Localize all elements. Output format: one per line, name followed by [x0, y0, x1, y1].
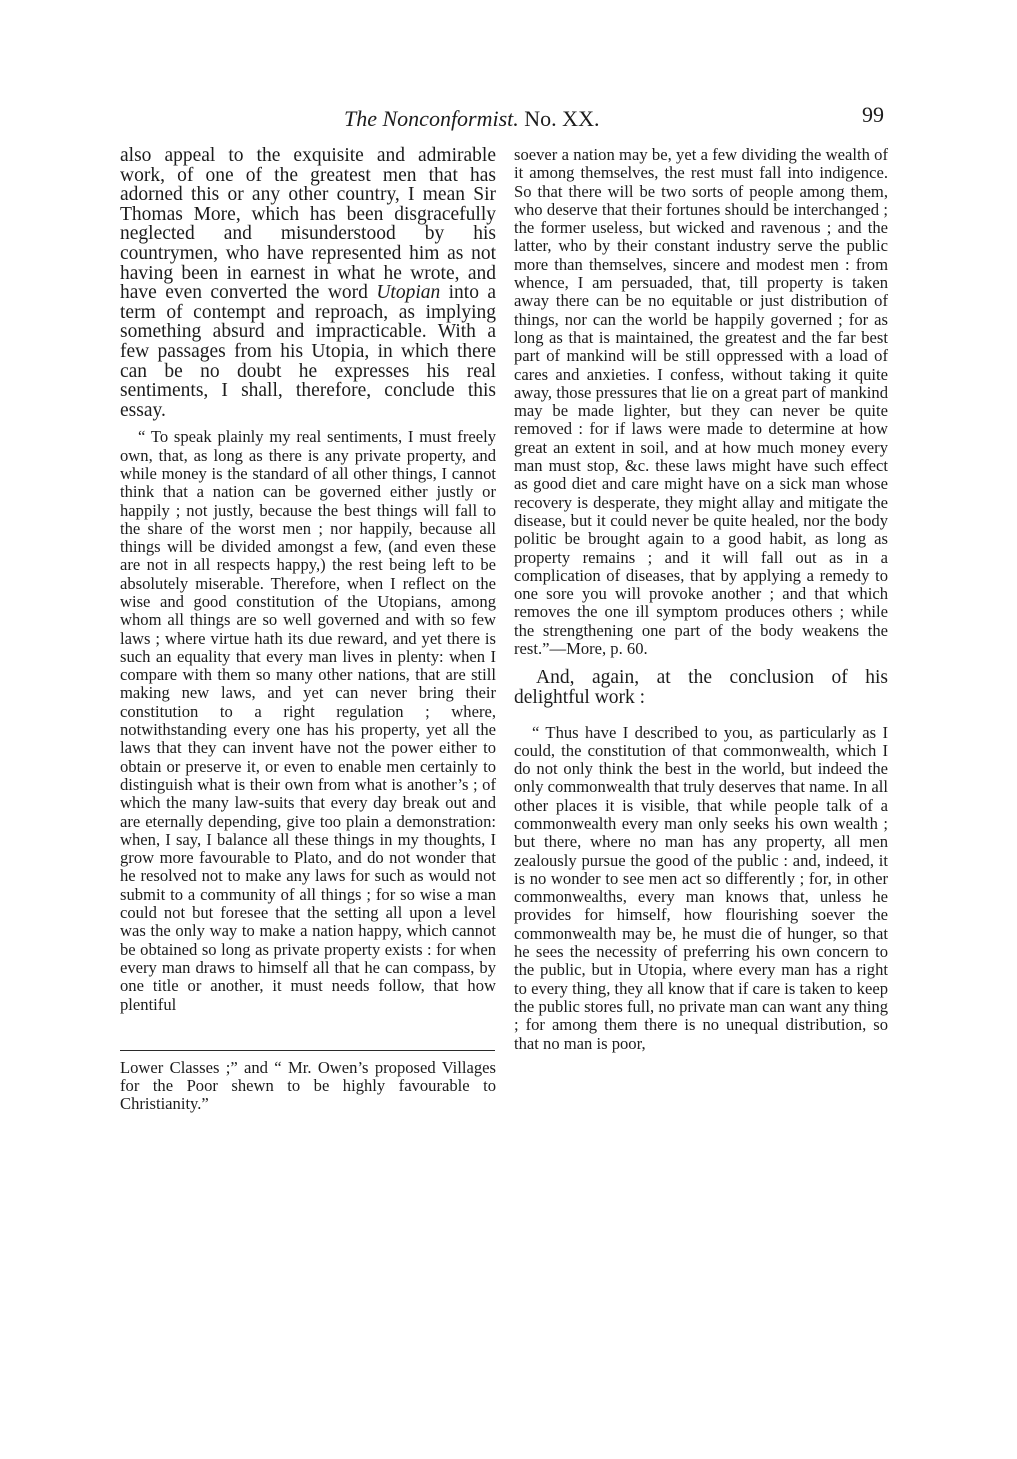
issue-number: No. XX.	[524, 106, 600, 131]
lead-term-utopian: Utopian	[376, 282, 441, 304]
closing-quotation: “ Thus have I described to you, as particularly as I could, the constitution of that commonwealth, which I do not only think the best in the world, but indeed the only commonwealth that truly deserves that name. In all other places it is visible, that while people talk of a commonwealth every man only seeks his own wealth ; but there, where no man has any property, all men zealously pursue the good of the public : and, indeed, it is no wonder to see men act so differently ; for, in other commonwealths, every man knows that, unless he provides for himself, how flourishing soever the commonwealth may be, he must die of hunger, so that he sees the necessity of preferring his own concern to the public, but in Utopia, where every man has a right to every thing, they all know that if care is taken to keep the public stores full, no private man can want any thing ; for among them there is no unequal distribution, so that no man is poor,	[514, 722, 888, 1053]
header-title	[344, 106, 599, 132]
lead-text-part1: also appeal to the exquisite and admirable work, of one of the greatest men that has adorned this or any other country, I mean Sir Thomas More, which has been disgracefully neglected and misunderstood by his countrymen, who have represented him as not having been in earnest in what he wrote, and have even converted the word	[120, 145, 496, 304]
publication-title: The Nonconformist.	[344, 106, 519, 131]
page-number: 99	[862, 102, 884, 127]
running-head	[0, 100, 1017, 140]
footnote-rule	[120, 1050, 495, 1051]
footnote: Lower Classes ;” and “ Mr. Owen’s proposed Villages for the Poor shewn to be highly favourable to Christianity.”	[120, 1057, 496, 1114]
left-column	[120, 146, 496, 1114]
right-column	[514, 146, 888, 1053]
more-quotation: “ To speak plainly my real sentiments, I must freely own, that, as long as there is any private property, and while money is the standard of all other things, I cannot think that a nation can be governed either justly or happily ; not justly, because the best things will fall to the share of the worst men ; nor happily, because all things will be divided amongst a few, (and even these are not in all respects happy,) the rest being left to be absolutely miserable. Therefore, when I reflect on the wise and good constitution of the Utopians, among whom all things are so well governed and with so few laws ; where virtue hath its due reward, and yet there is such an equality that every man lives in plenty: when I compare with them so many other nations, that are still making new laws, and yet can never bring their constitution to a right regulation ; where, notwithstanding every one has his property, yet all the laws that they can invent have not the power either to obtain or preserve it, or even to enable men certainly to distinguish what is their own from what is another’s ; of which the many law-suits that every day break out and are eternally depending, give too plain a demonstration: when, I say, I balance all these things in my thoughts, I grow more favourable to Plato, and do not wonder that he resolved not to make any laws for such as would not submit to a community of all things ; for so wise a man could not but foresee that the setting all upon a level was the only way to make a nation happy, which cannot be obtained so long as private property exists : for when every man draws to himself all that he can compass, by one title or another, it must needs follow, that how plentiful	[120, 427, 496, 1014]
narration-paragraph: And, again, at the conclusion of his delightful work :	[514, 667, 888, 708]
lead-text-part2: into a term of contempt and reproach, as implying something absurd and impracticable. With a few passages from his Utopia, in which there can be no doubt he expresses his real sentiments, I shall, therefore, conclude this essay.	[120, 282, 496, 421]
quotation-continued: soever a nation may be, yet a few dividing the wealth of it among themselves, the rest must fall into indigence. So that there will be two sorts of people among them, who deserve that their fortunes should be interchanged ; the former useless, but wicked and ravenous ; and the latter, who by their constant industry serve the public more than themselves, sincere and modest men : from whence, I am persuaded, that, till property is taken away there can be no equitable or just distribution of things, nor can the world be happily governed ; for as long as that is maintained, the greatest and the far best part of mankind will be still oppressed with a load of cares and anxieties. I confess, without taking it quite away, those pressures that lie on a great part of mankind may be made lighter, but they can never be quite removed : for if laws were made to determine at how great an extent in soil, and at how much money every man must stop, &c. these laws might have such effect as good diet and care might have on a sick man whose recovery is desperate, they might allay and mitigate the disease, but it could never be quite healed, nor the body politic be brought again to a good habit, as long as property remains ; and it will fall out as in a complication of diseases, that by applying a remedy to one sore you will provoke another ; and that which removes the one ill symptom produces others ; while the strengthening one part of the body weakens the rest.”—More, p. 60.	[514, 145, 888, 659]
lead-paragraph	[120, 146, 496, 420]
